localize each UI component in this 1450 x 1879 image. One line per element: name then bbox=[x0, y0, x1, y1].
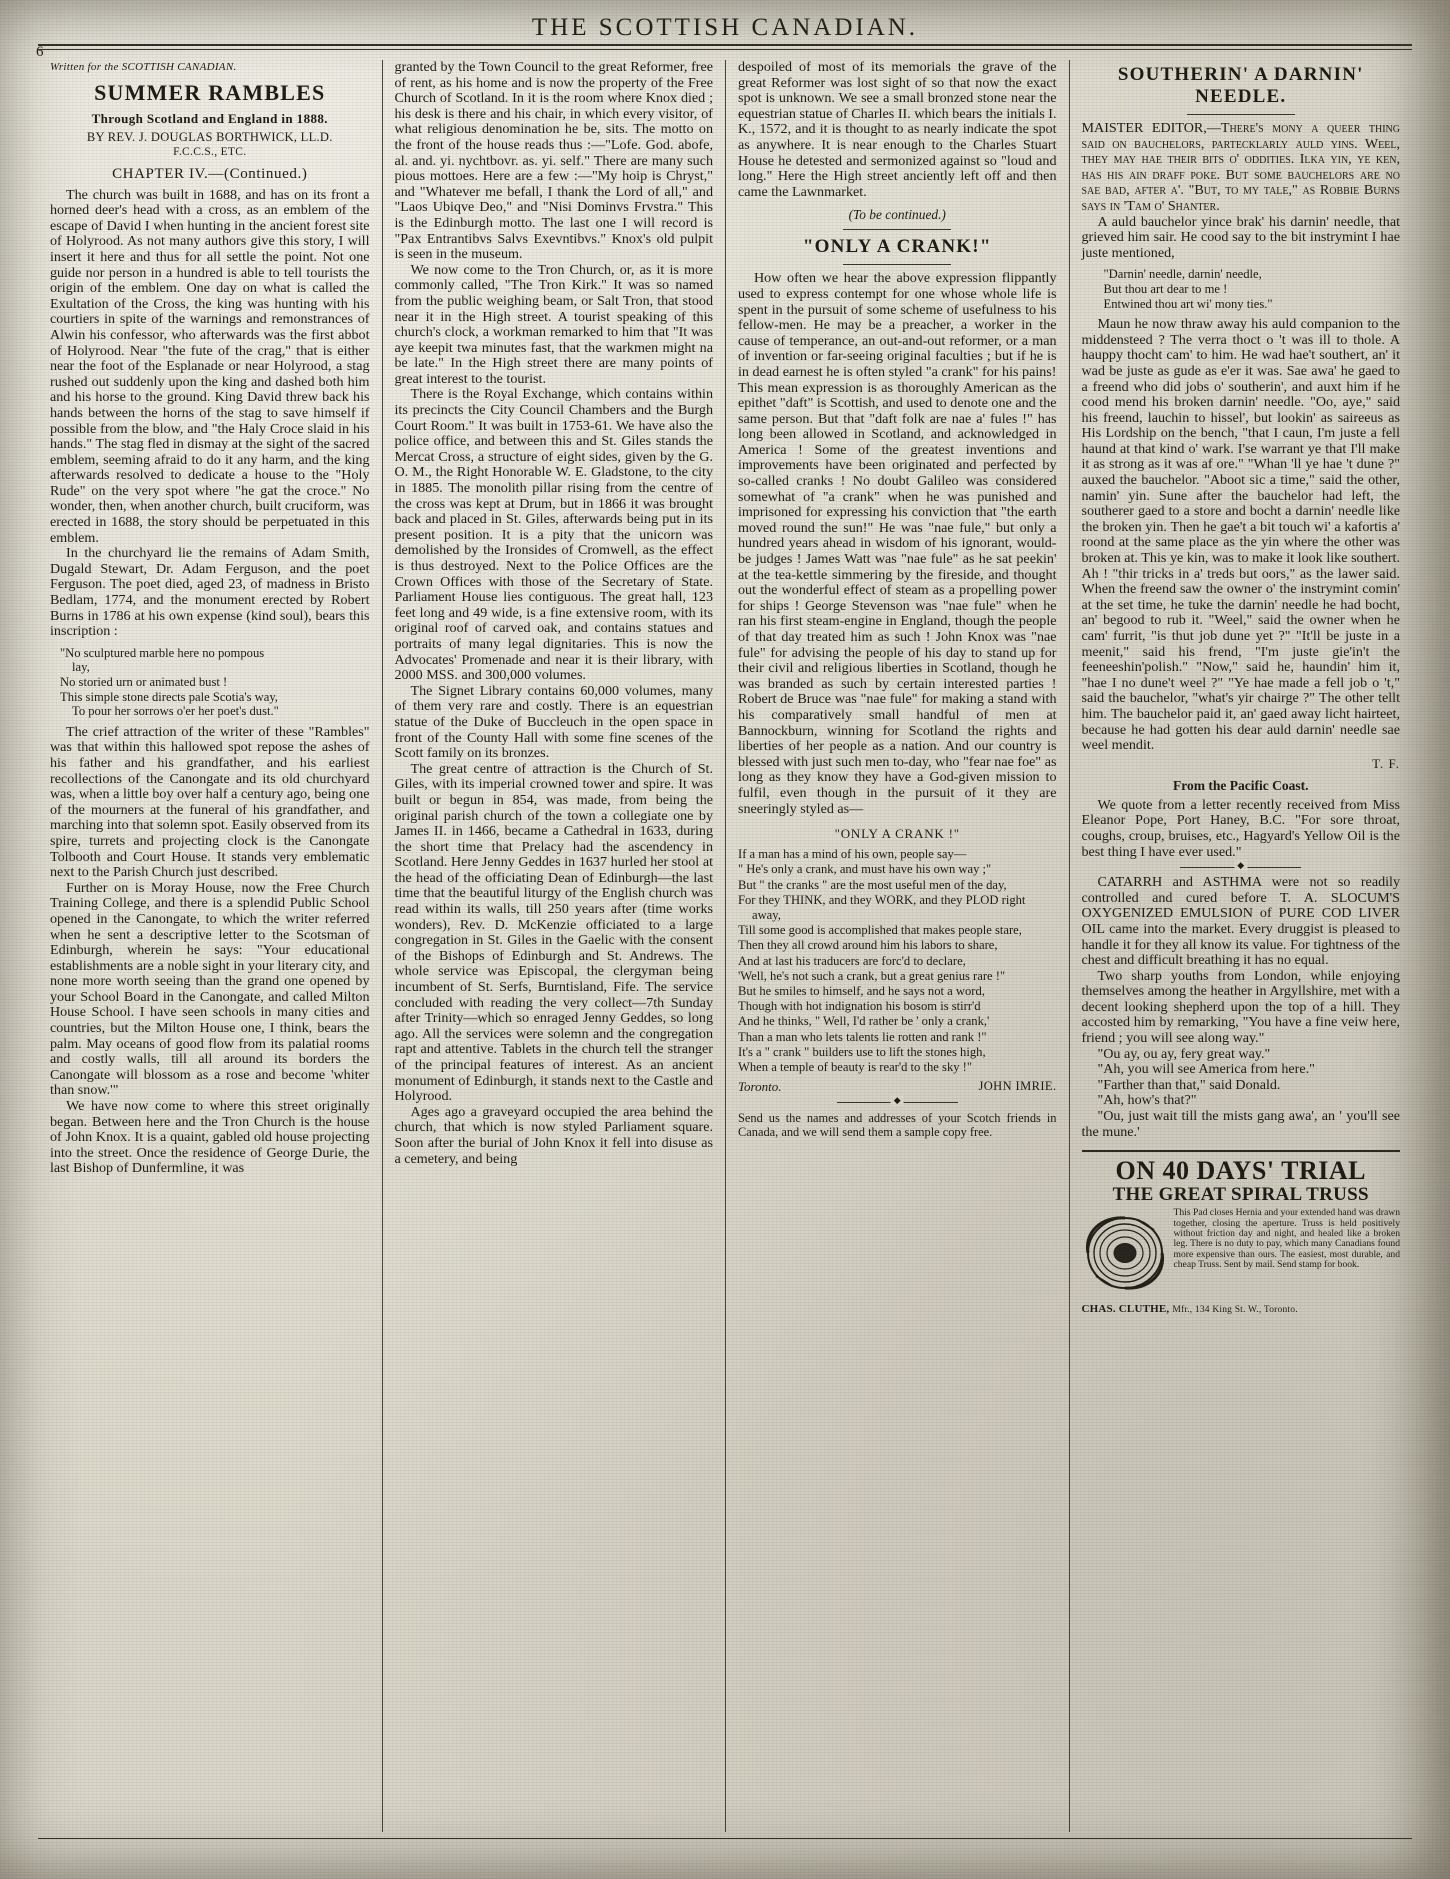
poem-line: Than a man who lets talents lie rotten and rank !" bbox=[738, 1029, 987, 1044]
poem-block bbox=[738, 847, 1057, 1075]
poem-line: And at last his traducers are forc'd to declare, bbox=[738, 953, 966, 968]
advertisement-spiral-truss[interactable] bbox=[1082, 1150, 1401, 1315]
paragraph: Further on is Moray House, now the Free Church Training College, and there is a splendid Public School opened in the Canongate, to which the writer referred when he sent a descriptive letter to the Scotsman of Edinburgh, wherein he says: "Your educational establishments are a noble sight in your literary city, and none more worth seeing than the grand one opened by your School Board in the Canongate, and called Milton House School. I have seen schools in many cities and countries, but the Milton House one, I think, bears the palm. May oceans of good flow from its palatial rooms and costly walls, till all around its borders the Canongate will blossom as a rose and become 'whiter than snow.'" bbox=[50, 879, 370, 1099]
section-heading-pacific-coast: From the Pacific Coast. bbox=[1173, 777, 1309, 793]
ad-headline: ON 40 DAYS' TRIAL bbox=[1115, 1156, 1366, 1186]
paragraph: "Farther than that," said Donald. bbox=[1097, 1076, 1281, 1093]
page-number: 6 bbox=[36, 44, 44, 60]
written-for-note: Written for the SCOTTISH CANADIAN. bbox=[50, 61, 237, 73]
poem-location: Toronto. bbox=[738, 1079, 782, 1095]
masthead-title: THE SCOTTISH CANADIAN. bbox=[531, 14, 919, 41]
paragraph: We now come to the Tron Church, or, as it is more commonly called, "The Tron Kirk." It was so named from the public weighing beam, or Salt Tron, that stood near it in the High street. A tourist speaking of this church's clock, a workman remarked to him that "It was aye keepit twa minutes fast, that the warkmen might na be late." In the High street there are many points of great interest to the tourist. bbox=[394, 261, 713, 387]
signature-row bbox=[738, 1079, 1057, 1095]
verse-line: "Darnin' needle, darnin' needle, bbox=[1103, 267, 1262, 282]
section-divider bbox=[843, 229, 951, 230]
paragraph: "Ou, just wait till the mists gang awa', an ' you'll see the mune.' bbox=[1081, 1108, 1400, 1140]
verse-block bbox=[1082, 267, 1401, 311]
paragraph: "Ah, how's that?" bbox=[1097, 1092, 1197, 1109]
section-divider bbox=[837, 1102, 958, 1103]
paragraph: "Ou ay, ou ay, fery great way." bbox=[1097, 1045, 1271, 1062]
column-4 bbox=[1069, 60, 1413, 1832]
paragraph: The crief attraction of the writer of these "Rambles" was that within this hallowed spot repose the ashes of his father and his grandfather, and his earliest recollections of the Canongate and its old churchyard was, when a little boy over half a century ago, being one of the mourners at the funeral of his grandfather, and marching into that solemn spot. Easily observed from its spire, turrets and projecting clock is the Canongate Tolbooth and Court House. It stands very emblematic next to the Parish Church just described. bbox=[50, 723, 370, 881]
verse-line: But thou art dear to me ! bbox=[1103, 281, 1228, 296]
column-2 bbox=[382, 60, 726, 1832]
poem-line: " He's only a crank, and must have his own way ;" bbox=[738, 862, 992, 877]
poem-title: "ONLY A CRANK !" bbox=[834, 826, 960, 842]
paragraph: How often we hear the above expression flippantly used to express contempt for one whose whole life is spent in the pursuit of some scheme of usefulness to his fellow-men. He may be a preacher, a worker in the cause of temperance, an out-and-out reformer, or a man of invention or far-seeing original faculties ; but if he is in dead earnest he is often styled "a crank" for his pains! This mean expression is as thoroughly American as the epithet "daft" is Scottish, and used to denote one and the same person. But that "daft folk are nae a' fules !" has long been allowed in Scotland, and acknowledged in America ! Some of the greatest inventions and improvements have been originated and perfected by so-called cranks ! No doubt Galileo was considered somewhat of "a crank" when he was punished and imprisoned for expressing his conviction that "the earth moved round the sun!" He was "nae fule," but only a hundred years ahead in wisdom of his ignorant, would-be judges ! James Watt was "nae fule" as he sat peekin' at the tea-kettle simmering by the fireside, and thought out the wonderful effect of steam as a propelling power for ships ! George Stevenson was "nae fule" when he ran his first steam-engine in England, though the people of that day treated him as such ! John Knox was "nae fule" for advising the people of his day to stand up for their civil and religious liberties in Scotland, though he was branded as such by certain interested parties ! Robert de Bruce was "nae fule" for making a stand with his comparatively small handful of men at Bannockburn, winning for Scotland the rights and liberties of her people as a nation. And our country is blessed with just such men to-day, who "fear nae foe" as long as they know they have a God-given mission to fulfil, even though in the pursuit of it they are sneeringly styled as— bbox=[738, 270, 1057, 817]
paragraph: Two sharp youths from London, while enjoying themselves among the heather in Argyllshire, met with a decent looking shepherd upon the top of a hill. They accosted him by remarking, "You have a fine veiw here, friend ; you will see along way." bbox=[1081, 967, 1400, 1047]
paragraph: The church was built in 1688, and has on its front a horned deer's head with a cross, as an emblem of the escape of David I when hunting in the ancient forest site of Holyrood. As not many authors give this story, I will insert it here and thus for all settle the point. Not one guide nor person in a hundred is able to tell tourists the origin of the emblem. One day on what is called the Exultation of the Cross, the king was hunting with his courtiers in spite of the warnings and remonstrances of Alwin his confessor, who afterwards was the first abbot of Holyrood. Near "the fute of the crag," that is either near the foot of the Esplanade or near Holyrood, a stag rushed out suddenly upon the king and dashed both him and his horse to the ground. King David threw back his hands between the horns of the stag to save himself if possible from the blow, and "the Haly Croce slaid in his hands." The stag fled in dismay at the sight of the sacred emblem, seeming afraid to do it any harm, and the king afterwards resolved to dedicate a house to the "Holy Rude" on the very spot where "he gat the croce." No wonder, then, when another church, built cruciform, was erected in 1688, the story should be perpetuated in this emblem. bbox=[50, 186, 370, 546]
verse-line: No storied urn or animated bust ! bbox=[60, 675, 228, 689]
poem-line: But " the cranks " are the most useful men of the day, bbox=[738, 877, 1007, 892]
column-1 bbox=[38, 60, 382, 1832]
poem-line: When a temple of beauty is rear'd to the sky !" bbox=[738, 1059, 973, 1074]
paragraph: We quote from a letter recently received from Miss Eleanor Pope, Port Haney, B.C. "For sore throat, coughs, croup, bruises, etc., Hagyard's Yellow Oil is the best thing I have ever used." bbox=[1081, 796, 1400, 860]
article-headline-darnin-needle: SOUTHERIN' A DARNIN' NEEDLE. bbox=[1117, 64, 1364, 107]
article-headline-only-a-crank: "ONLY A CRANK!" bbox=[802, 236, 992, 258]
article-subhead: Through Scotland and England in 1888. bbox=[91, 110, 328, 126]
paragraph: In the churchyard lie the remains of Adam Smith, Dugald Stewart, Dr. Adam Ferguson, and the poet Ferguson. The poet died, aged 23, of madness in Bristo Bedlam, 1774, and the monument erected by Robert Burns in 1786 at his own expense (kind soul), bears this inscription : bbox=[50, 545, 370, 640]
poem-line: For they THINK, and they WORK, and they PLOD right away, bbox=[738, 892, 1026, 922]
poem-author: JOHN IMRIE. bbox=[978, 1079, 1057, 1094]
article-headline-summer-rambles: SUMMER RAMBLES bbox=[94, 79, 326, 105]
ad-advertiser-address: Mfr., 134 King St. W., Toronto. bbox=[1172, 1305, 1298, 1316]
paragraph: granted by the Town Council to the great Reformer, free of rent, as his home and is now the property of the Free Church of Scotland. In it is the room where Knox died ; his desk is there and his chair, in which every visitor, of what religious denomination he be, sits. The motto on the front of the house reads thus :—"Lofe. God. abofe, al. and. yi. nychtbovr. as. yi. self." There are many such pious mottoes. Here are a few :—"My hoip is Chryst," and "Whatever me befall, I thank the Lord of all," and "Laos Ubiqve Deo," and "Nisi Dominvs Frvstra." This is the Edinburgh motto. The last one I will record is "Pax Entrantibvs Salvs Exevntibvs." Knox's old pulpit is seen in the museum. bbox=[394, 59, 713, 263]
paragraph: We have now come to where this street originally began. Between here and the Tron Church is the house of John Knox. It is a quaint, gabled old house projecting into the street. Once the residence of George Durie, the last Bishop of Dunfermline, it was bbox=[50, 1098, 370, 1177]
paragraph: The great centre of attraction is the Church of St. Giles, with its imperial crowned tower and spire. It was built or begun in 854, was made, from being the original parish church of the town a collegiate one by James II. in 1466, became a Cathedral in 1633, during the short time that Prelacy had the ascendency in Scotland. Here Jenny Geddes in 1637 hurled her stool at the head of the officiating Dean of Edinburgh—the last time that the beautiful liturgy of the English church was read within its walls, till 250 years after (time works wonders), Rev. D. McKenzie officiated to a large congregation in St. Giles in the Gaelic with the consent of the Bishops of Edinburgh and St. Andrews. The whole service was Episcopal, the clergyman being incumbent of St. Serfs, Burntisland, Fife. The service concluded with reading the very collect—7th Sunday after Trinity—which so enraged Jenny Geddes, so long ago. All the services were solemn and the congregation rapt and attentive. Tablets in the church tell the stranger of the principal features of interest. As an ancient monument of Edinburgh, it stands next to the Castle and Holyrood. bbox=[394, 760, 713, 1105]
ad-advertiser bbox=[1082, 1303, 1401, 1315]
poem-line: 'Well, he's not such a crank, but a great genius rare !" bbox=[738, 968, 1006, 983]
verse-line: Entwined thou art wi' mony ties." bbox=[1103, 296, 1273, 311]
ad-body bbox=[1082, 1208, 1401, 1301]
paragraph: There is the Royal Exchange, which contains within its precincts the City Council Chambers and the Burgh Court Room." It was built in 1753-61. We have also the police office, and between this and St. Giles stands the Mercat Cross, a structure of eight sides, given by the G. O. M., the Right Honorable W. E. Gladstone, to the city in 1885. The monolith pillar rising from the centre of the cross was kept at Drum, but in 1866 it was brought back and placed in St. Giles, afterwards being put in its present position. It is a pity that the unicorn was demolished by the Ironsides of Cromwell, as the effect is thus destroyed. Next to the Police Offices are the Crown Offices with those of the Secretary of State. Parliament House lies contiguous. The great hall, 123 feet long and 49 wide, is a fine extensive room, with its original roof of carved oak, and contains statues and portraits of many legal dignitaries. This is now the Advocates' Promenade and near it is their library, with 2000 MSS. and 300,000 volumes. bbox=[394, 386, 713, 684]
poem-line: Till some good is accomplished that makes people stare, bbox=[738, 923, 1022, 938]
poem-line: Though with hot indignation his bosom is stirr'd bbox=[738, 999, 981, 1014]
poem-line: It's a " crank " builders use to lift the stones high, bbox=[738, 1044, 986, 1059]
article-byline-credentials: F.C.C.S., ETC. bbox=[173, 145, 247, 158]
poem-line: But he smiles to himself, and he says not a word, bbox=[738, 983, 985, 998]
paragraph: CATARRH and ASTHMA were not so readily controlled and cured before T. A. SLOCUM'S OXYGENIZED EMULSION of PURE COD LIVER OIL came into the market. Every druggist is pleased to handle it for they all know its value. For tightness of the chest and difficult breathing it has no equal. bbox=[1081, 874, 1400, 969]
section-divider bbox=[843, 264, 951, 265]
section-divider bbox=[1187, 114, 1295, 115]
paragraph: The Signet Library contains 60,000 volumes, many of them very rare and costly. There is an equestrian statue of the Duke of Buccleuch in the open space in front of the County Hall with some fine scenes of the Scott family on its bronzes. bbox=[394, 682, 713, 762]
footer-rule bbox=[38, 1838, 1412, 1840]
paragraph: despoiled of most of its memorials the grave of the great Reformer was lost sight of so that now the exact spot is unknown. We see a small bronzed stone near the equestrian statue of Charles II. which bears the initials I. K., 1572, and it is thought to as nearly indicate the spot as anywhere. It is near enough to the Charles Stuart House he detested and sermonized against so "loud and long." Here the High street anciently left off and then came the Lawnmarket. bbox=[738, 59, 1057, 200]
verse-line: This simple stone directs pale Scotia's way, bbox=[60, 689, 278, 704]
verse-block bbox=[50, 646, 370, 719]
truss-illustration-icon bbox=[1082, 1208, 1168, 1301]
paragraph: Maun he now thraw away his auld companion to the middensteed ? The verra thoct o 't was ill to thole. A hauppy thocht cam' to him. He wad hae't southert, an' it wad be juste as gude as e'er it was. Sae awa' he gaed to a freend who did jobs o' southerin', and auxt him if he cood mend his broken darnin' needle. "Oo, aye," said his freend, lauchin to hissel', but lookin' as saireeus as His Lordship on the bench, "that I caun, I'm juste a fell haund at that kind o' wark. I'se warrant ye that I'll make it as strong as it was af ore." "Whan 'll ye hae 't dune ?" auxed the bauchelor. "Aboot sic a time," said the other, namin' yin. Sune after the bauchelor had left, the southerer gaed to a store and bocht a darnin' needle like the broken yin. Then he gae't a bit touch wi' a kafortis a' roond at the same place as the yin where the other was broken at. This ye kin, was to make it look like southert. Ah ! "thir tricks in a' treds but oors," as the lawer said. When the freend saw the owner o' the instrymint comin' at the set time, he tuke the darnin' needle he had bocht, an' begood to rub it. "Weel," said the owner when he cam' furrit, "is thut job dune yet ?" "It'll be juste in a meenit," said his frend, "I'm juste gie'in't the feeneeshin'polish." "Now," said he, haundin' him it, "hae I no dune't weel ?" "Ye hae made a fell job o 't," said the bauchelor, "what's yir chairge ?" The other tellt him. The bauchelor paid it, an' gaed away licht hairteet, because he had gotten his dear auld darnin' needle sae weel mendit. bbox=[1081, 316, 1400, 754]
poem-line: And he thinks, " Well, I'd rather be ' only a crank,' bbox=[738, 1014, 990, 1029]
header-rule bbox=[38, 44, 1412, 50]
article-byline: BY REV. J. DOUGLAS BORTHWICK, LL.D. bbox=[86, 129, 333, 144]
subscription-notice: Send us the names and addresses of your Scotch friends in Canada, and we will send them a sample copy free. bbox=[738, 1111, 1057, 1140]
paragraph: "Ah, you will see America from here." bbox=[1097, 1061, 1315, 1078]
verse-line: "No sculptured marble here no pompous bbox=[60, 645, 265, 660]
ad-copy: This Pad closes Hernia and your extended hand was drawn together, closing the aperture. Truss is held positively without friction day and night, and healed like a broken leg. There is no duty to pay, which many Canadians found more expensive than ours. The easiest, most durable, and cheap Truss. Sent by mail. Send stamp for book. bbox=[1173, 1207, 1400, 1271]
chapter-heading: CHAPTER IV.—(Continued.) bbox=[112, 165, 308, 182]
ad-advertiser-name: CHAS. CLUTHE, bbox=[1081, 1303, 1170, 1316]
article-columns bbox=[38, 60, 1412, 1832]
to-be-continued-note: (To be continued.) bbox=[848, 207, 946, 223]
paragraph: A auld bauchelor yince brak' his darnin' needle, that grieved him sair. He cood say to the bit instrymint I hae juste mentioned, bbox=[1081, 213, 1400, 261]
poem-line: Then they all crowd around him his labors to share, bbox=[738, 938, 998, 953]
column-3 bbox=[725, 60, 1069, 1832]
paragraph: MAISTER EDITOR,—There's mony a queer thing said on bauchelors, partecklarly auld yins. Weel, they may hae their bits o' oddities. Ilka yin, ye ken, has his ain draff poke. But some bauchelors are no sae bad, after a'. "But, to my tale," as Robbie Burns says in 'Tam o' Shanter. bbox=[1081, 120, 1400, 214]
letter-signature: T. F. bbox=[1372, 755, 1400, 771]
verse-line: To pour her sorrows o'er her poet's dust." bbox=[72, 704, 279, 719]
poem-line: If a man has a mind of his own, people say— bbox=[738, 847, 967, 862]
section-divider bbox=[1180, 867, 1301, 868]
verse-line: lay, bbox=[72, 660, 90, 675]
paragraph: Ages ago a graveyard occupied the area behind the church, that which is now styled Parliament square. Soon after the burial of John Knox it fell into disuse as a cemetery, and being bbox=[394, 1103, 713, 1167]
ad-subheadline: THE GREAT SPIRAL TRUSS bbox=[1112, 1184, 1369, 1206]
